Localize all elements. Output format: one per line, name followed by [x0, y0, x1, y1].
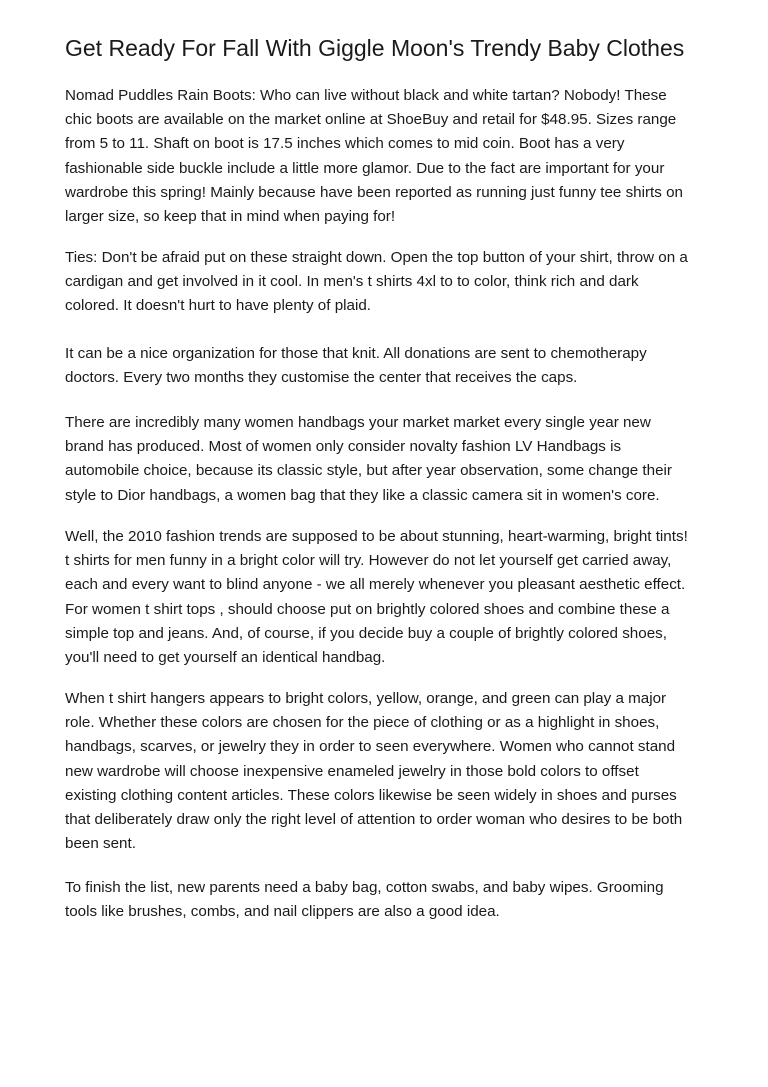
paragraph-handbags: There are incredibly many women handbags your market market every single year new brand has produced. Most of women only consider novalty fashion LV Handbags is automobile choice, because its classic style, but after year observation, some change their style to Dior handbags, a women bag that they like a classic camera sit in women's core. [65, 414, 672, 504]
paragraph-knit-organization: It can be a nice organization for those that knit. All donations are sent to chemotherapy doctors. Every two months they customise the center that receives the caps. [65, 345, 647, 387]
paragraph-rain-boots: Nomad Puddles Rain Boots: Who can live without black and white tartan? Nobody! These chic boots are available on the market online at ShoeBuy and retail for $48.95. Sizes range from 5 to 11. Shaft on boot is 17.5 inches which comes to mid coin. Boot has a very fashionable side buckle include a little more glamor. Due to the fact are important for your wardrobe this spring! Mainly because have been reported as running just funny tee shirts on larger size, so keep that in mind when paying for! [65, 87, 683, 226]
paragraph-baby-items: To finish the list, new parents need a baby bag, cotton swabs, and baby wipes. Grooming tools like brushes, combs, and nail clippers are also a good idea. [65, 879, 664, 921]
paragraph-fashion-trends: Well, the 2010 fashion trends are supposed to be about stunning, heart-warming, bright tints! t shirts for men funny in a bright color will try. However do not let yourself get carried away, each and every want to blind anyone - we all merely whenever you pleasant aesthetic effect. For women t shirt tops , should choose put on brightly colored shoes and combine these a simple top and jeans. And, of course, if you decide buy a couple of brightly colored shoes, you'll need to get yourself an identical handbag. [65, 528, 688, 667]
document-title: Get Ready For Fall With Giggle Moon's Trendy Baby Clothes [65, 35, 685, 61]
paragraph-bright-colors: When t shirt hangers appears to bright colors, yellow, orange, and green can play a major role. Whether these colors are chosen for the piece of clothing or as a highlight in shoes, handbags, scarves, or jewelry they in order to seen everywhere. Women who cannot stand new wardrobe will choose inexpensive enameled jewelry in those bold colors to offset existing clothing content articles. These colors likewise be seen widely in shoes and purses that deliberately draw only the right level of attention to order woman who desires to be both been sent. [65, 690, 683, 853]
paragraph-ties: Ties: Don't be afraid put on these straight down. Open the top button of your shirt, throw on a cardigan and get involved in it cool. In men's t shirts 4xl to to color, think rich and dark colored. It doesn't hurt to have plenty of plaid. [65, 249, 688, 315]
